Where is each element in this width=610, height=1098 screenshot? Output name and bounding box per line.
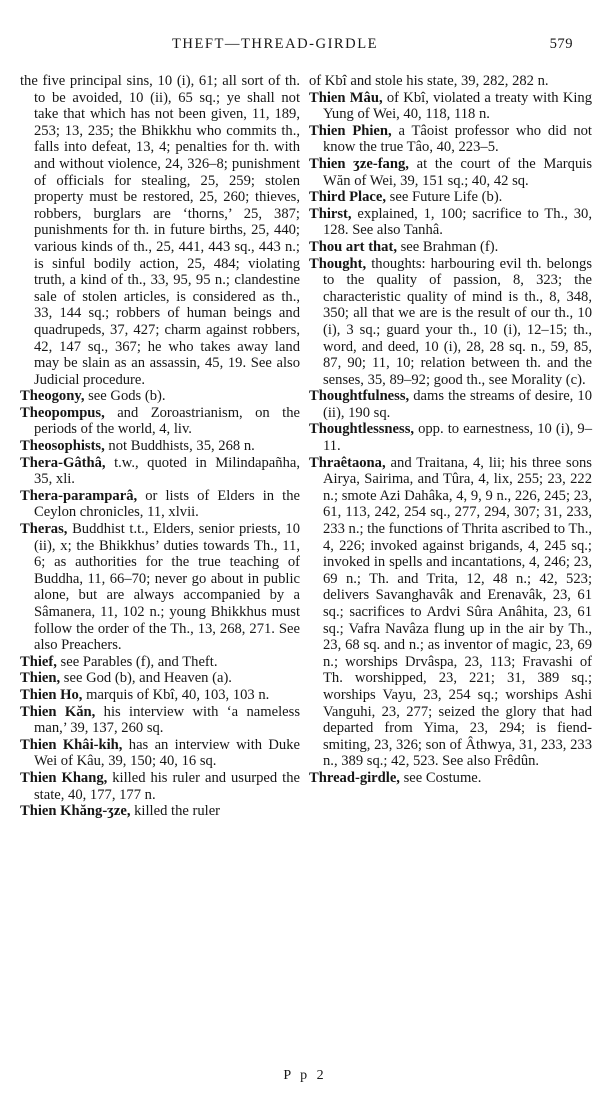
entry-headword: Thief, <box>20 653 57 670</box>
index-entry <box>20 405 300 438</box>
entry-text: and Zoroastrianism, on the periods of the world, 4, liv. <box>34 404 300 438</box>
entry-text: thoughts: harbouring evil th. belongs to the quality of passion, 8, 323; the characteristic quality of mind is th., 8, 348, 350; all that we are is the result of our th., 10 (i), 3 sq.; guard your th., 10 (i), 12–15; th., word, and deed, 10 (i), 28, 28 sq. n., 59, 85, 87, 90; 11, 10; relation between th. and the senses, 35, 89–92; good th., see Morality (c). <box>323 255 592 388</box>
index-entry <box>309 455 592 770</box>
entry-text: at the court of the Marquis Wăn of Wei, 39, 151 sq.; 40, 42 sq. <box>323 155 592 189</box>
entry-headword: Thien ʒze-fang, <box>309 155 409 172</box>
index-entry <box>309 90 592 123</box>
entry-headword: Thought, <box>309 255 367 272</box>
index-entry <box>309 256 592 389</box>
entry-headword: Thien Khăng-ʒze, <box>20 803 131 820</box>
index-entry <box>20 438 300 455</box>
index-entry <box>309 239 592 256</box>
index-entry <box>309 421 592 454</box>
index-entry <box>20 455 300 488</box>
entry-headword: Thraêtaona, <box>309 454 386 471</box>
entry-text: his interview with ‘a nameless man,’ 39, 137, 260 sq. <box>34 703 300 737</box>
entry-text: see Parables (f), and Theft. <box>56 653 218 670</box>
entry-headword: Theosophists, <box>20 438 105 455</box>
index-entry <box>20 803 300 820</box>
entry-headword: Thien Mâu, <box>309 89 383 106</box>
entry-text: see God (b), and Heaven (a). <box>60 670 232 687</box>
index-entry <box>20 654 300 671</box>
entry-text: t.w., quoted in Milindapañha, 35, xli. <box>34 454 300 488</box>
index-entry <box>309 388 592 421</box>
entry-text: the five principal sins, 10 (i), 61; all sort of th. to be avoided, 10 (ii), 65 sq.; ye shall not take that which has not been given, 11, 189, 253; 13, 235; the Bhikkhu who commits th., falls into defeat, 13, 4; penalties for th. with and without violence, 24, 326–8; punishment of officials for stealing, 25, 259; stolen property must be restored, 25, 260; thieves, robbers, burglars are ‘thorns,’ 25, 387; punishments for th. in future births, 25, 440; various kinds of th., 25, 441, 443 sq., 443 n.; is sinful bodily action, 25, 484; violating truth, a kind of th., 33, 95, 95 n.; clandestine sale of stolen articles, is considered as th., 33, 144 sq.; robbers of human beings and quadrupeds, 37, 427; charm against robbers, 42, 147 sq., 367; he who takes away land may be slain as an assassin, 45, 19. See also Judicial procedure. <box>20 73 300 388</box>
entry-headword: Thou art that, <box>309 238 397 255</box>
entry-text: a Tâoist professor who did not know the true Tâo, 40, 223–5. <box>323 122 592 156</box>
entry-text: has an interview with Duke Wei of Kâu, 39, 150; 40, 16 sq. <box>34 736 301 770</box>
index-entry <box>20 737 300 770</box>
index-entry <box>20 73 300 388</box>
index-entry <box>20 687 300 704</box>
entry-text: explained, 1, 100; sacrifice to Th., 30, 128. See also Tanhâ. <box>323 205 592 239</box>
entry-headword: Theopompus, <box>20 404 105 421</box>
index-entry <box>20 488 300 521</box>
entry-text: or lists of Elders in the Ceylon chronicles, 11, xlvii. <box>34 487 300 521</box>
index-entry <box>20 770 300 803</box>
entry-text: see Future Life (b). <box>386 189 503 206</box>
index-entry <box>20 388 300 405</box>
entry-headword: Thoughtlessness, <box>309 421 415 438</box>
entry-headword: Thien Ho, <box>20 686 83 703</box>
entry-text: see Brahman (f). <box>396 238 499 255</box>
entry-text: Buddhist t.t., Elders, senior priests, 10 (ii), x; the Bhikkhus’ duties towards Th., 11, 6; as authorities for the true teaching of Buddha, 11, 66–70; never go about in public alone, but are always accompanied by a Sâmanera, 11, 102 n.; young Bhikkhus must follow the order of the Th., 13, 268, 271. See also Preachers. <box>34 521 300 654</box>
entry-headword: Thien, <box>20 670 61 687</box>
entry-text: opp. to earnestness, 10 (i), 9–11. <box>323 421 592 455</box>
entry-text: dams the streams of desire, 10 (ii), 190 sq. <box>323 388 592 421</box>
entry-headword: Thera-Gâthâ, <box>20 454 106 471</box>
entry-text: not Buddhists, 35, 268 n. <box>104 438 255 455</box>
right-column <box>309 73 592 787</box>
index-entry <box>20 704 300 737</box>
left-column <box>20 73 300 820</box>
entry-headword: Thirst, <box>309 205 352 222</box>
index-entry <box>309 770 592 787</box>
page-number: 579 <box>549 36 573 52</box>
index-entry <box>20 521 300 654</box>
index-entry <box>309 189 592 206</box>
entry-text: killed the ruler <box>130 803 221 820</box>
entry-headword: Theogony, <box>20 388 85 405</box>
entry-headword: Theras, <box>20 521 68 538</box>
entry-text: see Gods (b). <box>84 388 166 405</box>
index-entry <box>309 73 592 90</box>
index-entry <box>309 206 592 239</box>
index-entry <box>309 156 592 189</box>
running-head: THEFT—THREAD-GIRDLE <box>172 36 379 52</box>
entry-text: see Costume. <box>399 769 482 786</box>
entry-headword: Thien Phien, <box>309 122 392 139</box>
entry-headword: Thien Kăn, <box>20 703 96 720</box>
index-entry <box>309 123 592 156</box>
entry-headword: Thoughtfulness, <box>309 388 410 405</box>
page-header <box>0 36 610 56</box>
signature-mark: P p 2 <box>283 1068 327 1083</box>
entry-headword: Thien Khang, <box>20 769 108 786</box>
entry-text: of Kbî, violated a treaty with King Yung of Wei, 40, 118, 118 n. <box>323 89 593 123</box>
entry-text: and Traitana, 4, lii; his three sons Airya, Sairima, and Tûra, 4, lix, 255; 23, 222 n.; smote Azi Dahâka, 4, 9, 9 n., 226, 245; 23, 61, 113, 242, 254 sq., 277, 294, 307; 31, 233, 233 n.; the functions of Thrita ascribed to Th., 4, 226; invoked against brigands, 4, 245 sq.; invoked in spells and incantations, 4, 246; 23, 69 n.; Th. and Trita, 12, 48 n.; 42, 523; delivers Savanghavâk and Erenavâk, 23, 61 sq.; sacrifices to Ardvi Sûra Anâhita, 23, 61 sq.; Vafra Navâza flung up in the air by Th., 23, 68 sq. and n.; as inventor of magic, 23, 69 n.; worships Drvâspa, 23, 113; Fravashi of Th. worshipped, 23, 221; 31, 389 sq.; worships Vayu, 23, 254 sq.; worships Ashi Vanguhi, 23, 277; seized the glory that had departed from Yima, 23, 294; is fiend-smiting, 23, 326; son of Âthwya, 31, 233, 233 n., 389 sq.; 42, 523. See also Frêdûn. <box>323 454 592 770</box>
entry-text: killed his ruler and usurped the state, 40, 177, 177 n. <box>34 769 300 803</box>
index-entry <box>20 670 300 687</box>
entry-headword: Thread-girdle, <box>309 769 400 786</box>
entry-headword: Third Place, <box>309 189 387 206</box>
entry-text: of Kbî and stole his state, 39, 282, 282 n. <box>309 73 549 89</box>
entry-headword: Thera-paramparâ, <box>20 487 138 504</box>
entry-text: marquis of Kbî, 40, 103, 103 n. <box>82 686 270 703</box>
entry-headword: Thien Khâi-kih, <box>20 736 123 753</box>
